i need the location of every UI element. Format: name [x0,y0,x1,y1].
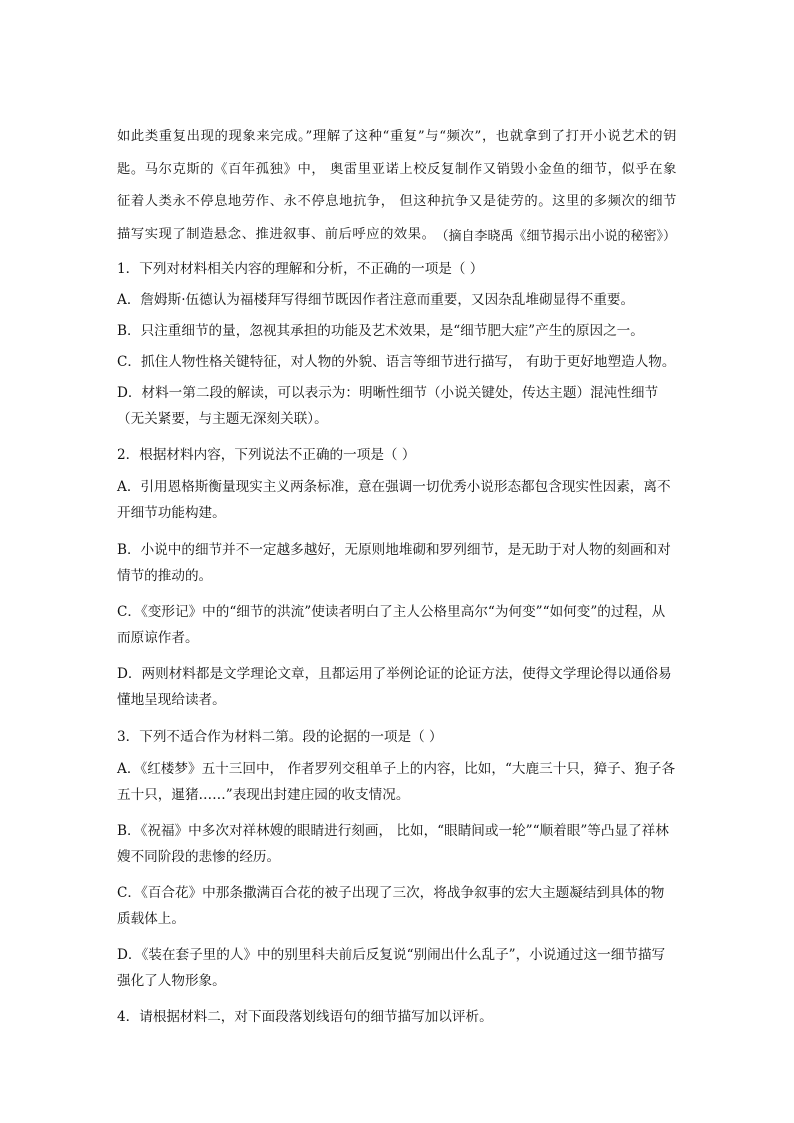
question-2-option-b: B．小说中的细节并不一定越多越好，无原则地堆砌和罗列细节，是无助于对人物的刻画和对情节的推动的。 [117,542,671,584]
question-3-option-b: B．《祝福》中多次对祥林嫂的眼睛进行刻画， 比如，“眼睛间或一轮”“顺着眼”等凸显了祥林嫂不同阶段的悲惨的经历。 [117,823,669,865]
question-1-option-c: C．抓住人物性格关键特征，对人物的外貌、语言等细节进行描写， 有助于更好地塑造人物。 [117,354,676,370]
question-1-stem: 1．下列对材料相关内容的理解和分析，不正确的一项是（ ） [117,261,484,277]
passage-paragraph: 如此类重复出现的现象来完成。”理解了这种“重复”与“频次”，也就拿到了打开小说艺术的钥匙。马尔克斯的《百年孤独》中， 奥雷里亚诺上校反复制作又销毁小金鱼的细节，似乎在象征着人类永不停息地劳作、永不停息地抗争， 但这种抗争又是徒劳的。这里的多频次的细节描写实现了制造悬念、推进叙事、前后呼应的效果。 [117,129,677,242]
question-3-option-d: D．《装在套子里的人》中的别里科夫前后反复说“别闹出什么乱子”，小说通过这一细节描写强化了人物形象。 [117,947,666,989]
question-2-stem: 2．根据材料内容，下列说法不正确的一项是（ ） [117,447,416,463]
question-3-option-a: A．《红楼梦》五十三回中， 作者罗列交租单子上的内容，比如，“大鹿三十只，獐子、狍子各五十只，暹猪……”表现出封建庄园的收支情况。 [117,761,676,803]
question-2-option-c: C．《变形记》中的“细节的洪流”使读者明白了主人公格里高尔“为何变”“如何变”的过程，从而原谅作者。 [117,604,666,646]
question-2-option-a: A．引用恩格斯衡量现实主义两条标准，意在强调一切优秀小说形态都包含现实性因素，离不开细节功能构建。 [117,479,671,521]
question-1-option-a: A．詹姆斯·伍德认为福楼拜写得细节既因作者注意而重要，又因杂乱堆砌显得不重要。 [117,292,635,308]
question-4-stem: 4．请根据材料二，对下面段落划线语句的细节描写加以评析。 [117,1009,493,1025]
question-1-option-d: D．材料一第二段的解读，可以表示为：明晰性细节（小说关键处，传达主题）混沌性细节（无关紧要，与主题无深刻关联）。 [117,385,659,427]
question-3-option-c: C．《百合花》中那条撒满百合花的被子出现了三次，将战争叙事的宏大主题凝结到具体的物质载体上。 [117,885,665,927]
question-3-stem: 3．下列不适合作为材料二第。段的论据的一项是（ ） [117,729,443,745]
question-1-option-b: B．只注重细节的量，忽视其承担的功能及艺术效果，是“细节肥大症”产生的原因之一。 [117,323,644,339]
question-2-option-d: D．两则材料都是文学理论文章，且都运用了举例论证的论证方法，使得文学理论得以通俗易懂地呈现给读者。 [117,666,672,708]
source-attribution: （摘自李晓禹《细节揭示出小说的秘密》） [435,229,676,244]
